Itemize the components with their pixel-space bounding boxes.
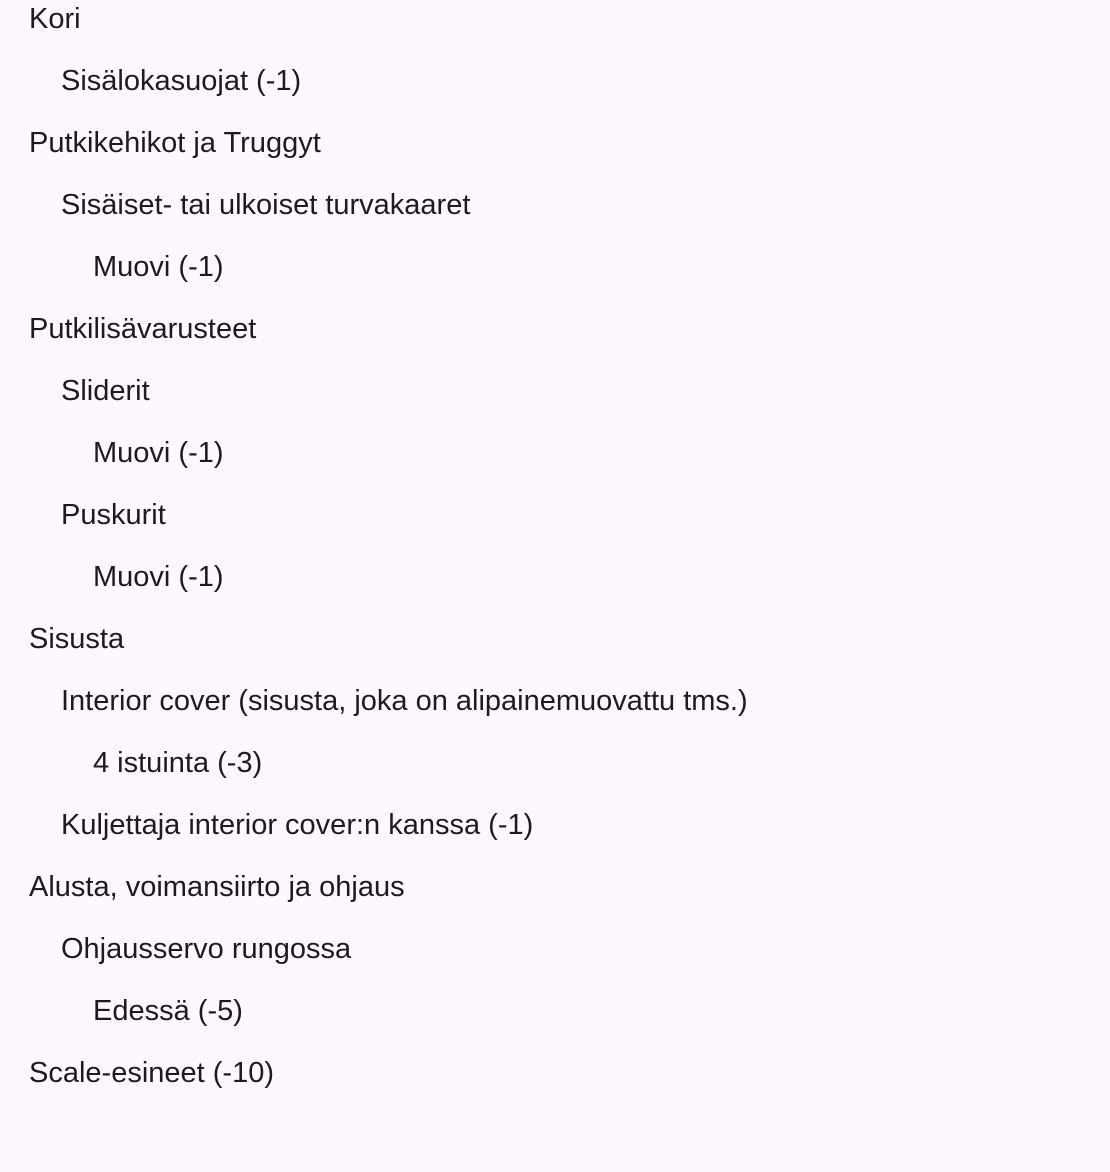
tree-item-4-istuinta[interactable]: 4 istuinta (-3): [93, 747, 263, 779]
tree-item-alusta[interactable]: Alusta, voimansiirto ja ohjaus: [29, 871, 405, 903]
tree-item-interior-cover[interactable]: Interior cover (sisusta, joka on alipainemuovattu tms.): [61, 685, 748, 717]
tree-item-sliderit[interactable]: Sliderit: [61, 375, 150, 407]
tree-item-edessa[interactable]: Edessä (-5): [93, 995, 243, 1027]
tree-item-puskurit-muovi[interactable]: Muovi (-1): [93, 561, 224, 593]
tree-item-scale-esineet[interactable]: Scale-esineet (-10): [29, 1057, 274, 1089]
tree-item-kori[interactable]: Kori: [29, 3, 81, 35]
tree-item-sisusta[interactable]: Sisusta: [29, 623, 125, 655]
tree-item-ohjausservo[interactable]: Ohjausservo rungossa: [61, 933, 352, 965]
tree-item-puskurit[interactable]: Puskurit: [61, 499, 166, 531]
tree-item-sisalokasuojat[interactable]: Sisälokasuojat (-1): [61, 65, 302, 97]
tree-item-putkikehikot[interactable]: Putkikehikot ja Truggyt: [29, 127, 321, 159]
tree-item-sliderit-muovi[interactable]: Muovi (-1): [93, 437, 224, 469]
tree-item-putkilisavarusteet[interactable]: Putkilisävarusteet: [29, 313, 257, 345]
tree-item-kuljettaja[interactable]: Kuljettaja interior cover:n kanssa (-1): [61, 809, 534, 841]
tree-item-turvakaaret[interactable]: Sisäiset- tai ulkoiset turvakaaret: [61, 189, 471, 221]
tree-item-turvakaaret-muovi[interactable]: Muovi (-1): [93, 251, 224, 283]
